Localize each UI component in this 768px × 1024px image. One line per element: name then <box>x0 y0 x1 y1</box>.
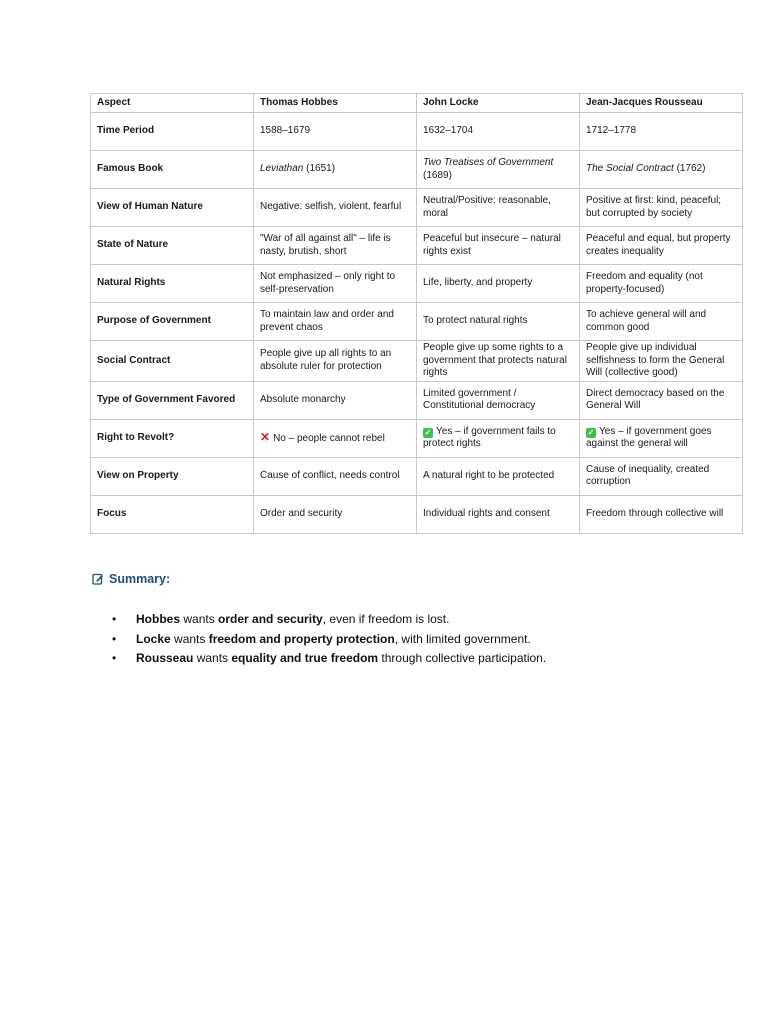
summary-list <box>110 610 546 669</box>
goal: equality and true freedom <box>231 651 379 665</box>
book-year: (1689) <box>423 169 452 181</box>
cell-aspect: View on Property <box>91 457 254 495</box>
cell-hobbes <box>254 419 417 457</box>
verb: wants <box>193 651 232 665</box>
header-locke: John Locke <box>417 94 580 113</box>
book-year: (1651) <box>303 163 336 175</box>
verb: wants <box>180 612 219 626</box>
header-aspect: Aspect <box>91 94 254 113</box>
comparison-table <box>90 93 743 534</box>
cell-aspect: View of Human Nature <box>91 189 254 227</box>
cell-aspect: Social Contract <box>91 341 254 382</box>
philosopher-name: Locke <box>136 631 171 646</box>
table-row <box>91 495 743 533</box>
revolt-text: Yes – if government fails to protect rights <box>423 425 556 449</box>
cell-hobbes: Absolute monarchy <box>254 381 417 419</box>
list-item <box>110 630 546 650</box>
goal: order and security <box>218 612 323 626</box>
cell-rousseau: People give up individual selfishness to form the General Will (collective good) <box>580 341 743 382</box>
cell-locke: Peaceful but insecure – natural rights exist <box>417 227 580 265</box>
header-rousseau: Jean-Jacques Rousseau <box>580 94 743 113</box>
book-title: Leviathan <box>260 163 304 175</box>
cell-aspect: Type of Government Favored <box>91 381 254 419</box>
cell-rousseau: Peaceful and equal, but property creates inequality <box>580 227 743 265</box>
goal: freedom and property protection <box>208 631 395 646</box>
cell-aspect: Purpose of Government <box>91 303 254 341</box>
cell-locke <box>417 151 580 189</box>
table-row <box>91 151 743 189</box>
table-row <box>91 419 743 457</box>
cell-locke: Life, liberty, and property <box>417 265 580 303</box>
table-row <box>91 341 743 382</box>
cell-hobbes: "War of all against all" – life is nasty, brutish, short <box>254 227 417 265</box>
cell-hobbes: 1588–1679 <box>254 113 417 151</box>
cell-aspect: Famous Book <box>91 151 254 189</box>
summary-heading <box>92 572 170 586</box>
verb: wants <box>170 631 209 646</box>
cell-rousseau <box>580 151 743 189</box>
rest: , even if freedom is lost. <box>322 612 450 626</box>
philosopher-name: Hobbes <box>136 612 181 626</box>
cell-locke: A natural right to be protected <box>417 457 580 495</box>
cell-rousseau: Cause of inequality, created corruption <box>580 457 743 495</box>
cell-aspect: Time Period <box>91 113 254 151</box>
table-row <box>91 457 743 495</box>
cell-rousseau: 1712–1778 <box>580 113 743 151</box>
cell-rousseau <box>580 419 743 457</box>
cell-locke: People give up some rights to a government that protects natural rights <box>417 341 580 382</box>
cell-locke: Neutral/Positive: reasonable, moral <box>417 189 580 227</box>
book-title: The Social Contract <box>586 163 674 175</box>
table-row <box>91 227 743 265</box>
revolt-text: No – people cannot rebel <box>273 432 385 444</box>
cell-aspect: Natural Rights <box>91 265 254 303</box>
cell-rousseau: To achieve general will and common good <box>580 303 743 341</box>
rest: through collective participation. <box>378 651 547 665</box>
cell-locke <box>417 419 580 457</box>
table-header-row <box>91 94 743 113</box>
list-item <box>110 610 546 630</box>
header-hobbes: Thomas Hobbes <box>254 94 417 113</box>
cell-locke: 1632–1704 <box>417 113 580 151</box>
note-icon <box>92 573 104 585</box>
cell-locke: To protect natural rights <box>417 303 580 341</box>
cell-hobbes: Not emphasized – only right to self-preservation <box>254 265 417 303</box>
cell-hobbes: People give up all rights to an absolute ruler for protection <box>254 341 417 382</box>
rest: , with limited government. <box>394 631 531 646</box>
cross-icon: ✕ <box>260 429 271 444</box>
table-row <box>91 303 743 341</box>
cell-aspect: Focus <box>91 495 254 533</box>
table-row <box>91 189 743 227</box>
table-row <box>91 113 743 151</box>
revolt-text: Yes – if government goes against the general will <box>586 425 712 449</box>
philosopher-name: Rousseau <box>136 651 194 665</box>
book-title: Two Treatises of Government <box>423 157 554 168</box>
book-year: (1762) <box>673 163 706 175</box>
cell-hobbes: Cause of conflict, needs control <box>254 457 417 495</box>
cell-aspect: Right to Revolt? <box>91 419 254 457</box>
cell-rousseau: Freedom and equality (not property-focused) <box>580 265 743 303</box>
cell-rousseau: Direct democracy based on the General Will <box>580 381 743 419</box>
cell-aspect: State of Nature <box>91 227 254 265</box>
cell-rousseau: Freedom through collective will <box>580 495 743 533</box>
cell-locke: Limited government / Constitutional democracy <box>417 381 580 419</box>
cell-rousseau: Positive at first: kind, peaceful; but corrupted by society <box>580 189 743 227</box>
table-row <box>91 265 743 303</box>
list-item <box>110 649 546 669</box>
cell-hobbes: Order and security <box>254 495 417 533</box>
summary-title: Summary: <box>109 572 171 586</box>
cell-hobbes: Negative: selfish, violent, fearful <box>254 189 417 227</box>
check-icon: ✓ <box>587 427 595 437</box>
cell-hobbes <box>254 151 417 189</box>
cell-locke: Individual rights and consent <box>417 495 580 533</box>
cell-hobbes: To maintain law and order and prevent chaos <box>254 303 417 341</box>
check-icon: ✓ <box>424 427 432 437</box>
table-row <box>91 381 743 419</box>
